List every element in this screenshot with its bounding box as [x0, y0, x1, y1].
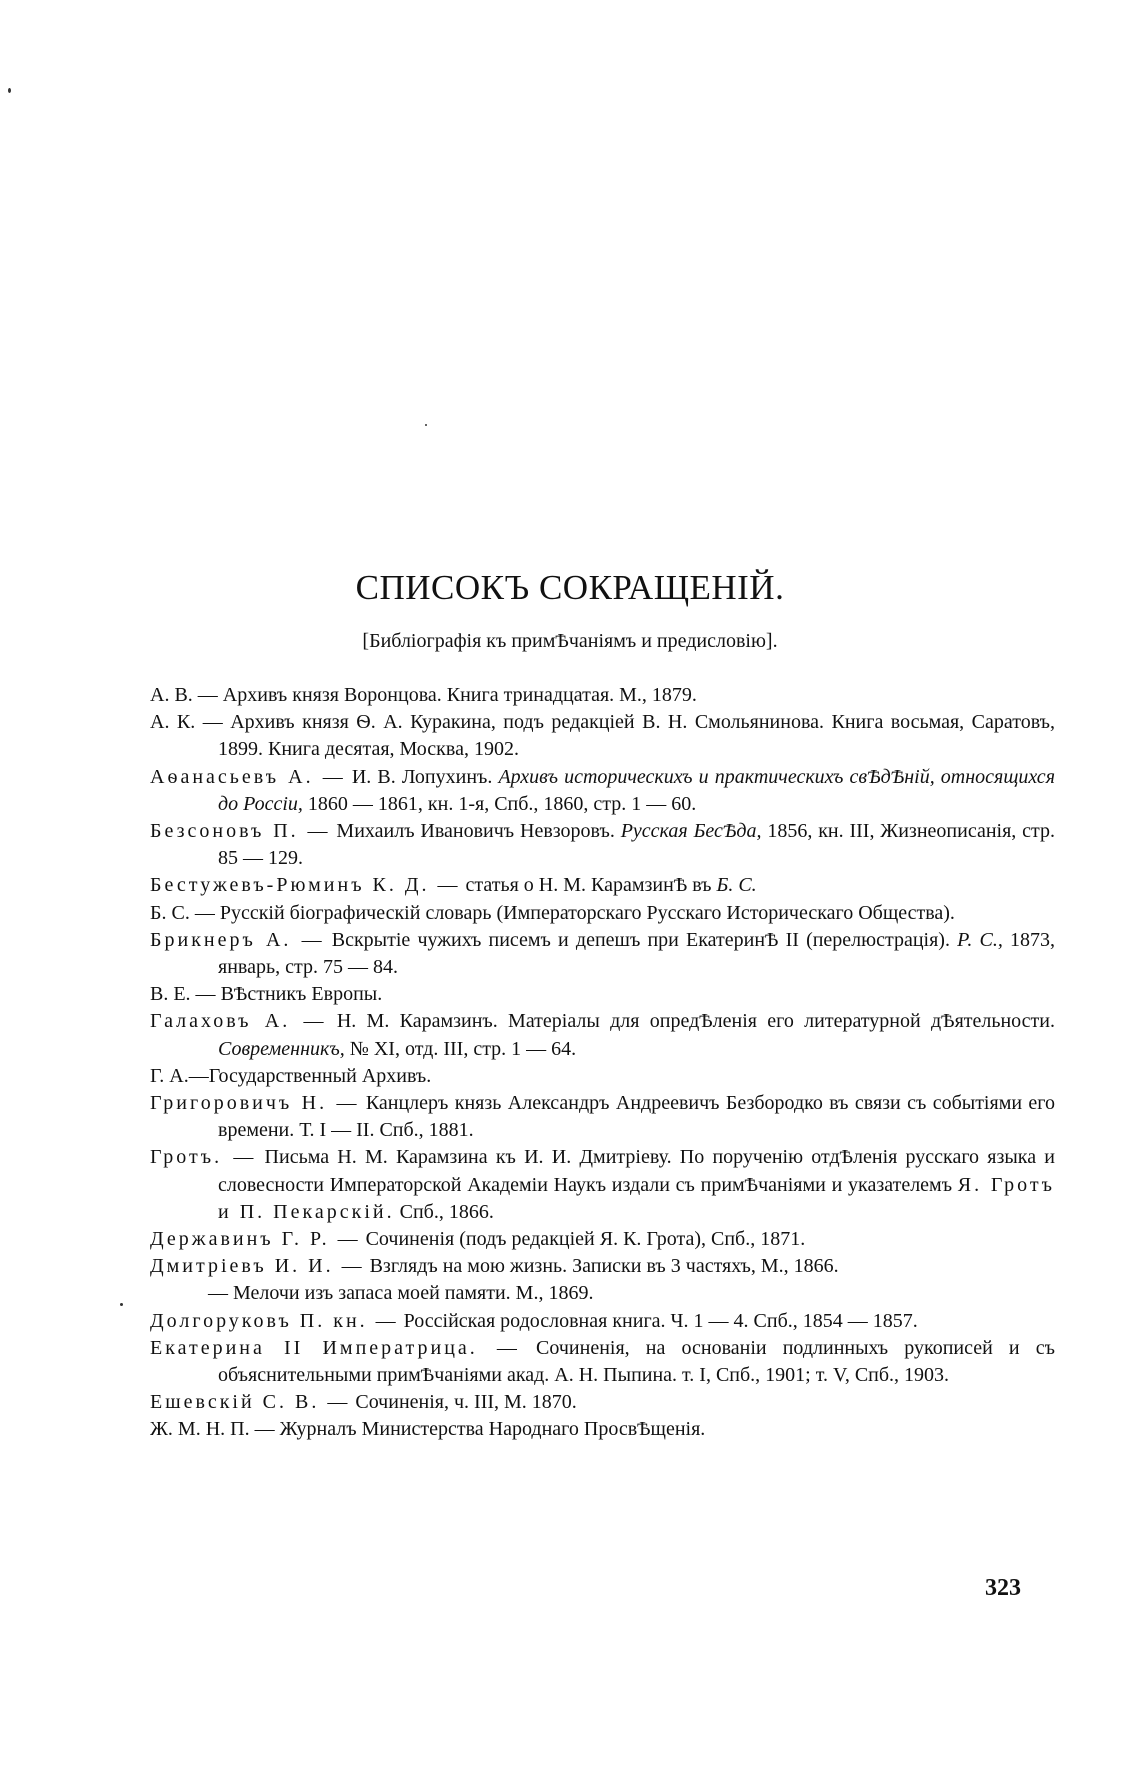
print-speck: [8, 88, 11, 93]
list-item: Брикнеръ А. — Вскрытіе чужихъ писемъ и депешъ при ЕкатеринѢ II (перелюстрація). Р. С., 1873, январь, стр. 75 — 84.: [150, 928, 1055, 979]
page-subtitle: [Библіографія къ примѢчаніямъ и предисловію].: [362, 630, 778, 652]
list-item: Ешевскій С. В. — Сочиненія, ч. III, М. 1870.: [150, 1391, 577, 1414]
list-item: А. К. — Архивъ князя Ѳ. А. Куракина, подъ редакціей В. Н. Смольянинова. Книга восьмая, Саратовъ, 1899. Книга десятая, Москва, 1902.: [150, 711, 1055, 761]
list-item: Аѳанасьевъ А. — И. В. Лопухинъ. Архивъ историческихъ и практическихъ свѢдѢній, относящихся до Россіи, 1860 — 1861, кн. 1-я, Спб., 1860, стр. 1 — 60.: [150, 765, 1055, 815]
abbreviation-list: [150, 682, 1055, 1444]
list-item: А. В. — Архивъ князя Воронцова. Книга тринадцатая. М., 1879.: [150, 684, 697, 706]
list-item: Ж. М. Н. П. — Журналъ Министерства Народнаго ПросвѢщенія.: [150, 1418, 706, 1441]
page-title: СПИСОКЪ СОКРАЩЕНІЙ.: [355, 568, 785, 607]
print-speck: [120, 1303, 123, 1306]
list-item: Екатерина II Императрица. — Сочиненія, на основаніи подлинныхъ рукописей и съ объяснительными примѢчаніями акад. А. Н. Пыпина. т. I, Спб., 1901; т. V, Спб., 1903.: [150, 1336, 1055, 1387]
list-item: — Мелочи изъ запаса моей памяти. М., 1869.: [208, 1282, 594, 1305]
list-item: Дмитріевъ И. И. — Взглядъ на мою жизнь. Записки въ 3 частяхъ, М., 1866.: [150, 1255, 839, 1278]
list-item: В. Е. — ВѢстникъ Европы.: [150, 983, 383, 1006]
list-item: Б. С. — Русскій біографическій словарь (Императорскаго Русскаго Историческаго Общества).: [150, 901, 955, 924]
list-item: Григоровичъ Н. — Канцлеръ князь Александръ Андреевичъ Безбородко въ связи съ событіями его времени. Т. I — II. Спб., 1881.: [150, 1092, 1055, 1142]
list-item: Галаховъ А. — Н. М. Карамзинъ. Матеріалы для опредѢленія его литературной дѢятельности. Современникъ, № XI, отд. III, стр. 1 — 64.: [150, 1010, 1056, 1060]
list-item: Безсоновъ П. — Михаилъ Ивановичъ Невзоровъ. Русская БесѢда, 1856, кн. III, Жизнеописанія, стр. 85 — 129.: [150, 820, 1055, 870]
page-number: 323: [985, 1575, 1021, 1601]
print-speck: [425, 424, 427, 426]
list-item: Державинъ Г. Р. — Сочиненія (подъ редакціей Я. К. Грота), Спб., 1871.: [150, 1228, 806, 1251]
list-item: Гротъ. — Письма Н. М. Карамзина къ И. И. Дмитріеву. По порученію отдѢленія русскаго языка и словесности Императорской Академіи Наукъ издали съ примѢчаніями и указателемъ Я. Гротъ и П. Пекарскій. Спб., 1866.: [150, 1146, 1055, 1223]
list-item: Г. А.—Государственный Архивъ.: [150, 1064, 432, 1087]
list-item: Долгоруковъ П. кн. — Россійская родословная книга. Ч. 1 — 4. Спб., 1854 — 1857.: [150, 1309, 918, 1332]
list-item: Бестужевъ-Рюминъ К. Д. — статья о Н. М. КарамзинѢ въ Б. С.: [150, 874, 757, 897]
